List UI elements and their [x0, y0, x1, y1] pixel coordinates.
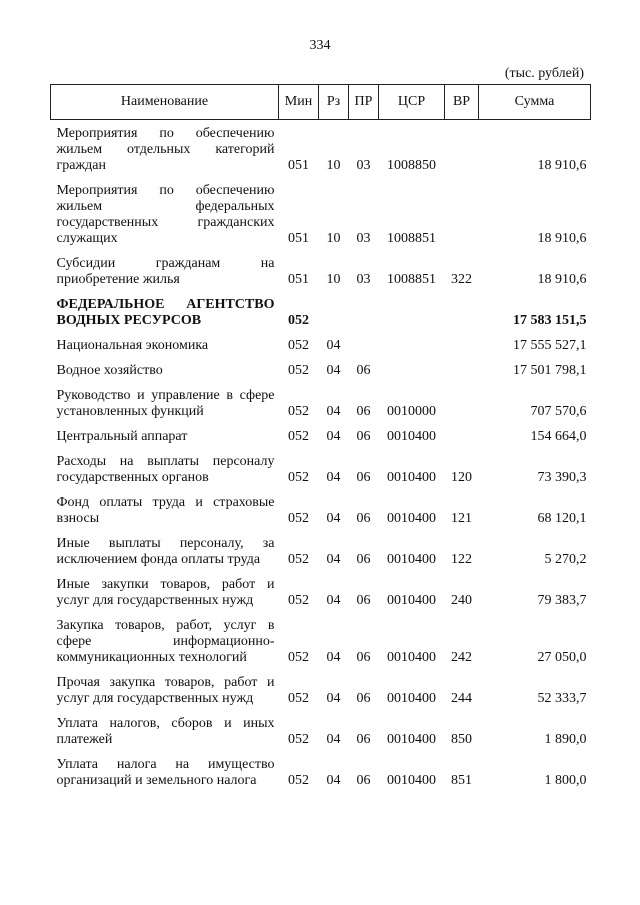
cell-csr: 0010400 [387, 552, 436, 567]
budget-table [50, 84, 591, 792]
cell-csr [379, 357, 445, 382]
table-row [51, 177, 591, 250]
table-row [51, 612, 591, 669]
cell-name: Субсидии гражданам на приобретение жилья [56, 256, 275, 287]
cell-rz: 04 [326, 650, 341, 665]
cell-pr: 06 [356, 404, 371, 419]
cell-pr: 06 [356, 429, 371, 444]
cell-rz: 04 [326, 552, 341, 567]
cell-pr: 06 [356, 593, 371, 608]
cell-sum: 27 050,0 [537, 650, 587, 665]
cell-sum: 17 583 151,5 [513, 313, 587, 328]
cell-vr: 850 [451, 732, 472, 747]
table-row [51, 448, 591, 489]
cell-pr: 06 [356, 511, 371, 526]
cell-vr [445, 423, 479, 448]
cell-vr: 122 [451, 552, 472, 567]
cell-vr [445, 291, 479, 332]
cell-min: 052 [288, 593, 309, 608]
cell-sum: 52 333,7 [537, 691, 587, 706]
cell-vr: 242 [451, 650, 472, 665]
cell-csr: 0010400 [387, 773, 436, 788]
cell-sum: 154 664,0 [530, 429, 587, 444]
table-body [51, 120, 591, 793]
cell-rz: 04 [326, 732, 341, 747]
cell-sum: 1 800,0 [544, 773, 587, 788]
cell-min: 052 [288, 511, 309, 526]
cell-sum: 18 910,6 [537, 158, 587, 173]
cell-pr: 03 [356, 231, 371, 246]
cell-pr: 03 [356, 272, 371, 287]
cell-name: Иные выплаты персоналу, за исключением фонда оплаты труда [56, 536, 275, 567]
cell-csr: 0010400 [387, 470, 436, 485]
cell-min: 052 [288, 363, 309, 378]
header-rz: Рз [319, 85, 349, 120]
cell-name: Уплата налога на имущество организаций и земельного налога [56, 757, 275, 788]
cell-sum: 1 890,0 [544, 732, 587, 747]
cell-rz: 04 [326, 338, 341, 353]
cell-name: Водное хозяйство [56, 363, 163, 378]
cell-sum: 5 270,2 [544, 552, 587, 567]
cell-csr [379, 332, 445, 357]
cell-min: 052 [288, 773, 309, 788]
table-row [51, 710, 591, 751]
cell-rz: 04 [326, 429, 341, 444]
cell-sum: 79 383,7 [537, 593, 587, 608]
cell-name: Центральный аппарат [56, 429, 188, 444]
cell-name: Фонд оплаты труда и страховые взносы [56, 495, 275, 526]
cell-name: Прочая закупка товаров, работ и услуг для государственных нужд [56, 675, 275, 706]
cell-rz: 10 [326, 272, 341, 287]
cell-csr: 1008851 [387, 272, 436, 287]
cell-vr: 244 [451, 691, 472, 706]
cell-min: 052 [288, 404, 309, 419]
header-pr: ПР [349, 85, 379, 120]
cell-name: Расходы на выплаты персоналу государственных органов [56, 454, 275, 485]
cell-min: 051 [288, 231, 309, 246]
cell-csr: 1008850 [387, 158, 436, 173]
cell-csr: 1008851 [387, 231, 436, 246]
cell-csr: 0010400 [387, 732, 436, 747]
header-csr: ЦСР [379, 85, 445, 120]
cell-sum: 73 390,3 [537, 470, 587, 485]
table-row [51, 120, 591, 178]
cell-name: Закупка товаров, работ, услуг в сфере информационно-коммуникационных технологий [56, 618, 275, 665]
cell-vr: 851 [451, 773, 472, 788]
cell-rz: 04 [326, 593, 341, 608]
cell-sum: 18 910,6 [537, 272, 587, 287]
cell-rz: 04 [326, 691, 341, 706]
cell-name: Уплата налогов, сборов и иных платежей [56, 716, 275, 747]
cell-min: 052 [288, 313, 309, 328]
cell-min: 051 [288, 272, 309, 287]
cell-vr: 322 [451, 272, 472, 287]
cell-min: 052 [288, 429, 309, 444]
table-row [51, 382, 591, 423]
cell-vr: 240 [451, 593, 472, 608]
page-number: 334 [309, 38, 331, 53]
cell-pr: 06 [356, 691, 371, 706]
cell-csr [379, 291, 445, 332]
cell-pr: 06 [356, 470, 371, 485]
cell-rz: 04 [326, 404, 341, 419]
cell-sum: 17 555 527,1 [513, 338, 587, 353]
cell-pr: 03 [356, 158, 371, 173]
cell-min: 052 [288, 338, 309, 353]
cell-csr: 0010400 [387, 691, 436, 706]
header-vr: ВР [445, 85, 479, 120]
cell-csr: 0010400 [387, 511, 436, 526]
table-row [51, 291, 591, 332]
cell-rz: 04 [326, 773, 341, 788]
cell-vr [445, 357, 479, 382]
table-row [51, 530, 591, 571]
cell-min: 052 [288, 691, 309, 706]
cell-csr: 0010400 [387, 650, 436, 665]
cell-rz: 10 [326, 231, 341, 246]
table-row [51, 357, 591, 382]
cell-sum: 18 910,6 [537, 231, 587, 246]
cell-vr [445, 332, 479, 357]
table-header [51, 85, 591, 120]
cell-csr: 0010400 [387, 429, 436, 444]
table-row [51, 250, 591, 291]
cell-name: Руководство и управление в сфере установленных функций [56, 388, 275, 419]
header-name: Наименование [51, 85, 279, 120]
table-row [51, 571, 591, 612]
cell-pr: 06 [356, 552, 371, 567]
cell-min: 051 [288, 158, 309, 173]
cell-vr [445, 120, 479, 178]
cell-name: ФЕДЕРАЛЬНОЕ АГЕНТСТВО ВОДНЫХ РЕСУРСОВ [56, 297, 275, 328]
cell-min: 052 [288, 552, 309, 567]
header-sum: Сумма [479, 85, 591, 120]
table-row [51, 489, 591, 530]
cell-rz: 10 [326, 158, 341, 173]
table-row [51, 751, 591, 792]
cell-min: 052 [288, 732, 309, 747]
cell-rz: 04 [326, 470, 341, 485]
cell-sum: 707 570,6 [530, 404, 587, 419]
cell-vr: 120 [451, 470, 472, 485]
cell-name: Мероприятия по обеспечению жильем федеральных государственных гражданских служащих [56, 183, 275, 246]
cell-min: 052 [288, 470, 309, 485]
cell-rz: 04 [326, 511, 341, 526]
cell-rz [319, 291, 349, 332]
table-row [51, 423, 591, 448]
cell-min: 052 [288, 650, 309, 665]
cell-rz: 04 [326, 363, 341, 378]
cell-name: Мероприятия по обеспечению жильем отдельных категорий граждан [56, 126, 275, 173]
table-row [51, 332, 591, 357]
cell-name: Национальная экономика [56, 338, 209, 353]
cell-pr [349, 332, 379, 357]
units-label: (тыс. рублей) [504, 66, 584, 81]
header-min: Мин [279, 85, 319, 120]
cell-vr: 121 [451, 511, 472, 526]
cell-pr: 06 [356, 650, 371, 665]
cell-vr [445, 177, 479, 250]
cell-csr: 0010000 [387, 404, 436, 419]
cell-csr: 0010400 [387, 593, 436, 608]
cell-pr: 06 [356, 732, 371, 747]
cell-name: Иные закупки товаров, работ и услуг для государственных нужд [56, 577, 275, 608]
cell-vr [445, 382, 479, 423]
table-row [51, 669, 591, 710]
cell-sum: 68 120,1 [537, 511, 587, 526]
cell-sum: 17 501 798,1 [513, 363, 587, 378]
cell-pr [349, 291, 379, 332]
cell-pr: 06 [356, 363, 371, 378]
cell-pr: 06 [356, 773, 371, 788]
